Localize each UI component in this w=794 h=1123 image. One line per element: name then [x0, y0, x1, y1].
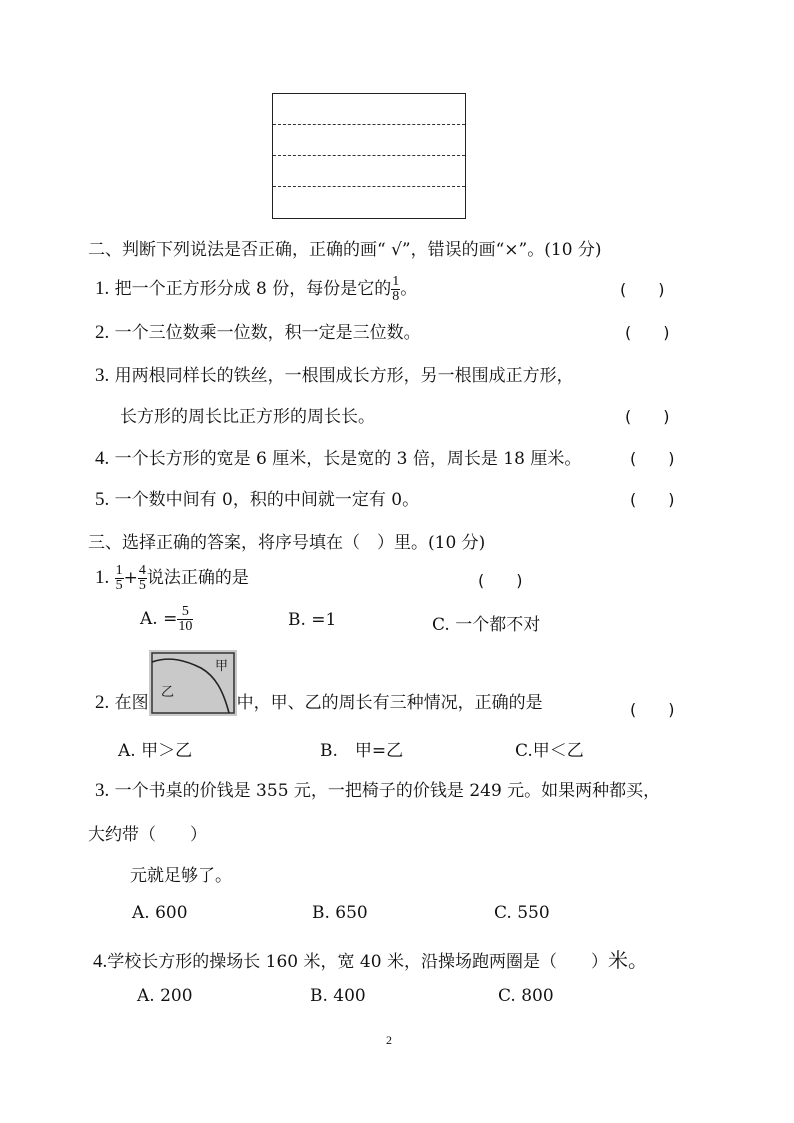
option-a[interactable]: A. 甲＞乙 — [118, 741, 193, 761]
s2-item-1: 1. 把一个正方形分成 8 份，每份是它的 $\frac{1}{8}$ 。 — [95, 274, 418, 304]
item-number: 2. — [95, 691, 110, 713]
section3-title: 三、选择正确的答案，将序号填在（ ）里。(10 分) — [88, 533, 486, 553]
perimeter-figure — [149, 650, 237, 716]
s2-item-3 — [95, 361, 574, 387]
option-a[interactable]: A. 200 — [137, 986, 193, 1006]
option-c[interactable]: C. 550 — [494, 903, 550, 923]
fraction-one-fifth: $\frac{1}{5}$ — [115, 563, 123, 593]
item-number: 1. — [95, 567, 110, 588]
fraction-one-eighth: $\frac{1}{8}$ — [392, 274, 400, 304]
item-text: 一个三位数乘一位数，积一定是三位数。 — [114, 323, 421, 343]
dashed-divider — [273, 186, 465, 187]
section2-title: 二、判断下列说法是否正确，正确的画“ √”，错误的画“×”。(10 分) — [88, 240, 602, 260]
answer-blank[interactable]: ( ) — [625, 323, 670, 342]
item-number: 3. — [95, 365, 110, 386]
label-jia: 甲 — [214, 659, 228, 674]
dashed-divider — [273, 124, 465, 125]
item-number: 1. — [95, 278, 110, 299]
item-text: 一个数中间有 0，积的中间就一定有 0。 — [114, 490, 420, 510]
answer-blank[interactable]: ( ) — [620, 280, 665, 299]
item-number: 4. — [95, 448, 110, 469]
option-a[interactable]: A. 600 — [132, 903, 188, 923]
s2-item-3-line2: 长方形的周长比正方形的周长长。 — [120, 407, 375, 427]
item-number: 3. — [95, 780, 110, 801]
s3-question-2: 2. 在图 甲 乙 中，甲、乙的周长有三种情况，正确的是 — [95, 652, 543, 718]
item-text: 把一个正方形分成 8 份，每份是它的 — [114, 279, 392, 299]
plus-sign: + — [123, 568, 138, 588]
item-number: 4. — [93, 951, 108, 972]
unit-text: 米。 — [607, 948, 648, 972]
s2-item-2 — [95, 318, 421, 344]
option-c[interactable]: C. 800 — [498, 986, 554, 1006]
item-text: 一个书桌的价钱是 355 元，一把椅子的价钱是 249 元。如果两种都买， — [114, 781, 661, 801]
item-text: 说法正确的是 — [146, 568, 249, 588]
item-text: 学校长方形的操场长 160 米，宽 40 米，沿操场跑两圈是（ ） — [107, 952, 608, 972]
item-number: 5. — [95, 489, 110, 510]
answer-blank[interactable]: ( ) — [625, 407, 670, 426]
answer-blank[interactable]: ( ) — [630, 490, 675, 509]
s3-question-3-line3: 元就足够了。 — [130, 866, 232, 886]
option-b[interactable]: B. 甲=乙 — [320, 741, 404, 761]
s2-item-5 — [95, 485, 419, 511]
fraction-five-tenths: $\frac{5}{10}$ — [178, 604, 193, 634]
option-b[interactable]: B. 400 — [310, 986, 366, 1006]
s3-question-1 — [95, 563, 249, 593]
answer-blank[interactable]: ( ) — [630, 449, 675, 468]
divided-rectangle-figure — [272, 93, 466, 219]
option-a[interactable]: A. = $\frac{5}{10}$ — [140, 604, 193, 634]
item-number: 2. — [95, 322, 110, 343]
option-c[interactable]: C. 一个都不对 — [432, 615, 541, 635]
s2-item-4 — [95, 444, 581, 470]
answer-blank[interactable]: ( ) — [478, 571, 523, 590]
s3-question-4 — [93, 944, 648, 973]
page-number: 2 — [386, 1033, 392, 1047]
answer-blank[interactable]: ( ) — [630, 700, 675, 719]
fraction-four-fifths: $\frac{4}{5}$ — [138, 563, 146, 593]
option-b[interactable]: B. =1 — [288, 610, 337, 630]
label-yi: 乙 — [160, 685, 174, 700]
dashed-divider — [273, 155, 465, 156]
option-b[interactable]: B. 650 — [312, 903, 368, 923]
item-text: 一个长方形的宽是 6 厘米，长是宽的 3 倍，周长是 18 厘米。 — [114, 449, 582, 469]
item-text: 用两根同样长的铁丝，一根围成长方形，另一根围成正方形， — [114, 366, 574, 386]
s3-question-3-line2: 大约带（ ） — [88, 825, 207, 845]
s3-question-3 — [95, 776, 660, 802]
option-c[interactable]: C.甲＜乙 — [515, 741, 584, 761]
